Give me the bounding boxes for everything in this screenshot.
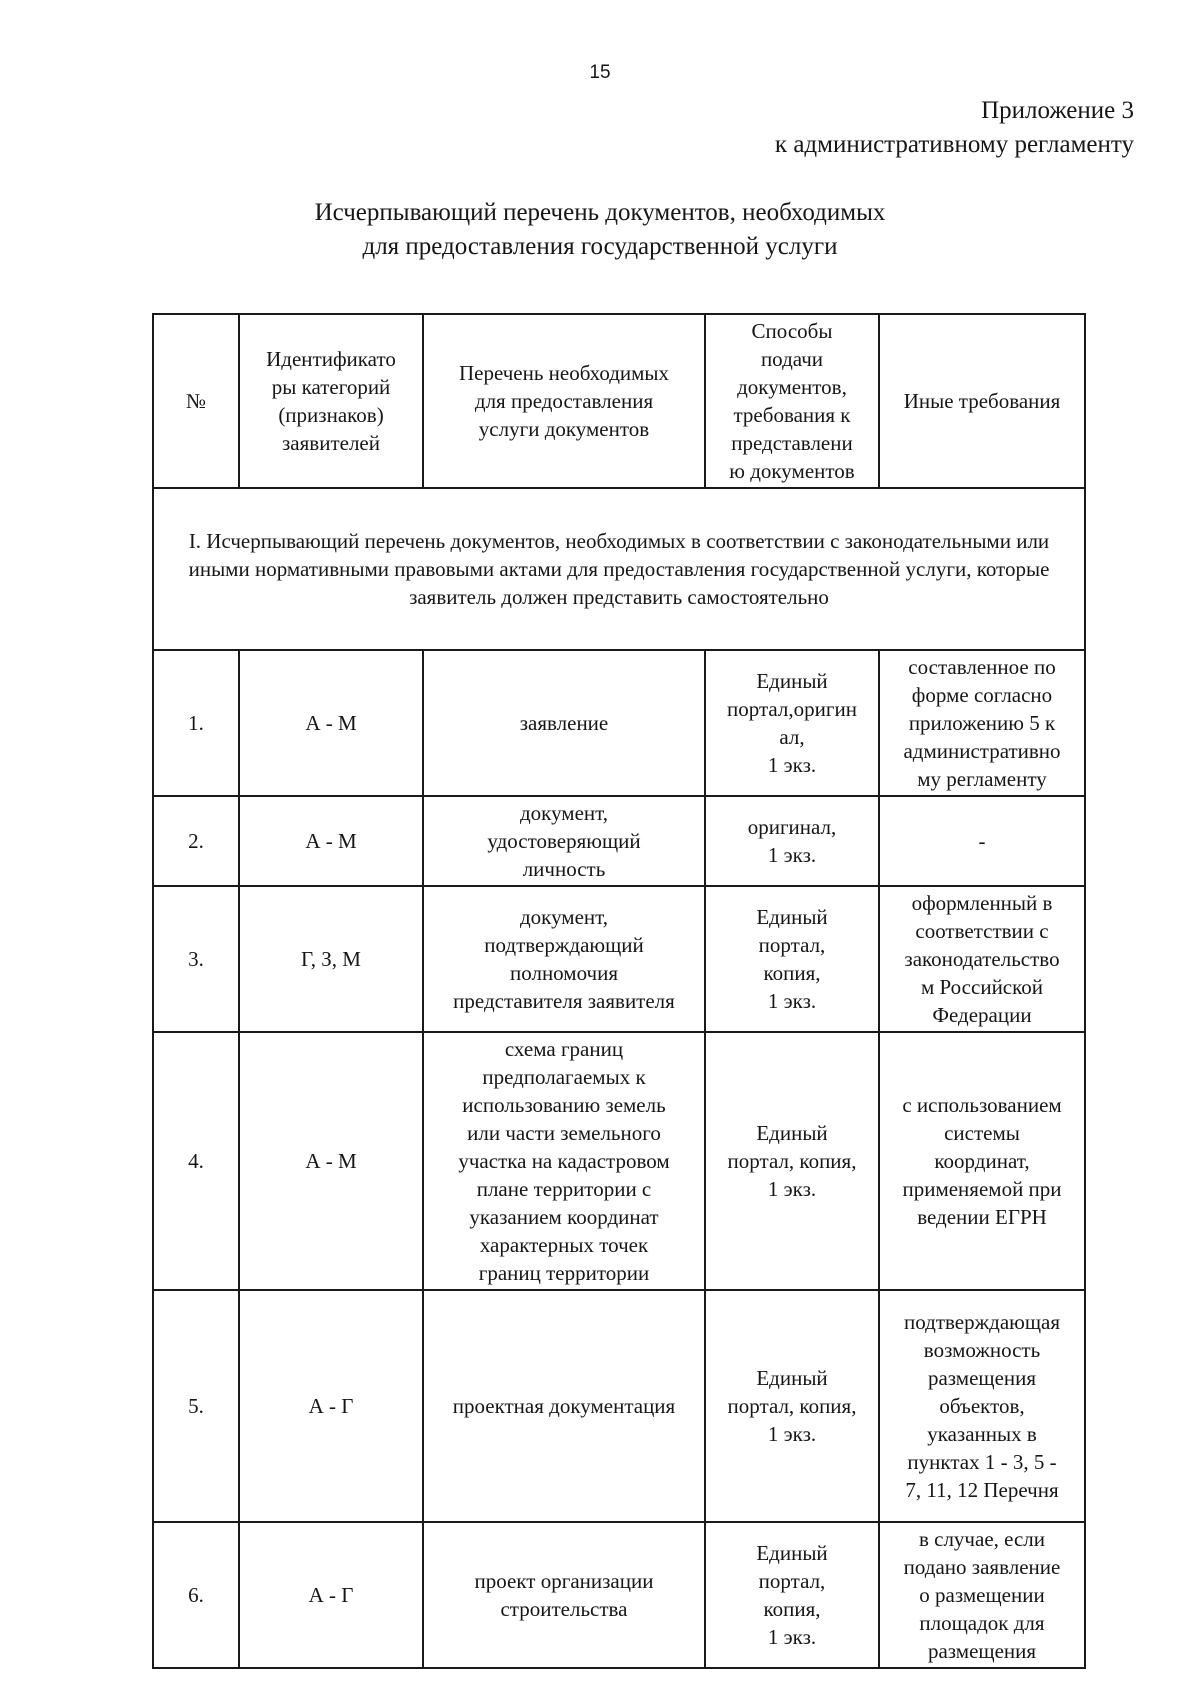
header-other-requirements: Иные требования [879, 314, 1085, 488]
section-title: I. Исчерпывающий перечень документов, необходимых в соответствии с законодательными или иными нормативными правовыми актами для предоставления государственной услуги, которые заявитель должен представить самостоятельно [153, 488, 1085, 650]
row-number: 3. [153, 886, 239, 1032]
row-other-requirements: составленное по форме согласно приложению 5 к административно му регламенту [879, 650, 1085, 796]
header-categories: Идентификато ры категорий (признаков) заявителей [239, 314, 423, 488]
header-submission: Способы подачи документов, требования к представлени ю документов [705, 314, 879, 488]
row-submission: оригинал, 1 экз. [705, 796, 879, 886]
table-row [153, 886, 1085, 1032]
document-title-line-2: для предоставления государственной услуги [362, 233, 838, 260]
row-number: 1. [153, 650, 239, 796]
row-number: 4. [153, 1032, 239, 1290]
row-document: документ, подтверждающий полномочия представителя заявителя [423, 886, 705, 1032]
row-categories: А - Г [239, 1522, 423, 1668]
table-row [153, 1032, 1085, 1290]
appendix-line-1: Приложение 3 [981, 97, 1134, 124]
row-categories: А - М [239, 796, 423, 886]
row-number: 5. [153, 1290, 239, 1522]
row-categories: А - Г [239, 1290, 423, 1522]
row-other-requirements: - [879, 796, 1085, 886]
row-number: 2. [153, 796, 239, 886]
document-title-line-1: Исчерпывающий перечень документов, необходимых [314, 199, 886, 226]
row-categories: Г, З, М [239, 886, 423, 1032]
row-submission: Единый портал, копия, 1 экз. [705, 1032, 879, 1290]
row-document: проект организации строительства [423, 1522, 705, 1668]
documents-table [152, 313, 1086, 1669]
row-categories: А - М [239, 1032, 423, 1290]
row-other-requirements: подтверждающая возможность размещения объектов, указанных в пунктах 1 - 3, 5 - 7, 11, 12 Перечня [879, 1290, 1085, 1522]
document-title [0, 196, 1200, 264]
table-row [153, 650, 1085, 796]
row-submission: Единый портал,оригин ал, 1 экз. [705, 650, 879, 796]
table-row [153, 1290, 1085, 1522]
row-document: проектная документация [423, 1290, 705, 1522]
row-other-requirements: в случае, если подано заявление о размещении площадок для размещения [879, 1522, 1085, 1668]
row-submission: Единый портал, копия, 1 экз. [705, 886, 879, 1032]
row-categories: А - М [239, 650, 423, 796]
row-document: документ, удостоверяющий личность [423, 796, 705, 886]
header-documents: Перечень необходимых для предоставления услуги документов [423, 314, 705, 488]
row-document: схема границ предполагаемых к использованию земель или части земельного участка на кадастровом плане территории с указанием координат характерных точек границ территории [423, 1032, 705, 1290]
page-number: 15 [589, 62, 611, 83]
row-submission: Единый портал, копия, 1 экз. [705, 1290, 879, 1522]
row-other-requirements: с использованием системы координат, применяемой при ведении ЕГРН [879, 1032, 1085, 1290]
table-row [153, 796, 1085, 886]
table-row [153, 1522, 1085, 1668]
table-header-row [153, 314, 1085, 488]
header-number: № [153, 314, 239, 488]
appendix-reference [775, 94, 1134, 162]
appendix-line-2: к административному регламенту [774, 131, 1134, 158]
row-document: заявление [423, 650, 705, 796]
row-other-requirements: оформленный в соответствии с законодательство м Российской Федерации [879, 886, 1085, 1032]
row-submission: Единый портал, копия, 1 экз. [705, 1522, 879, 1668]
section-row [153, 488, 1085, 650]
row-number: 6. [153, 1522, 239, 1668]
